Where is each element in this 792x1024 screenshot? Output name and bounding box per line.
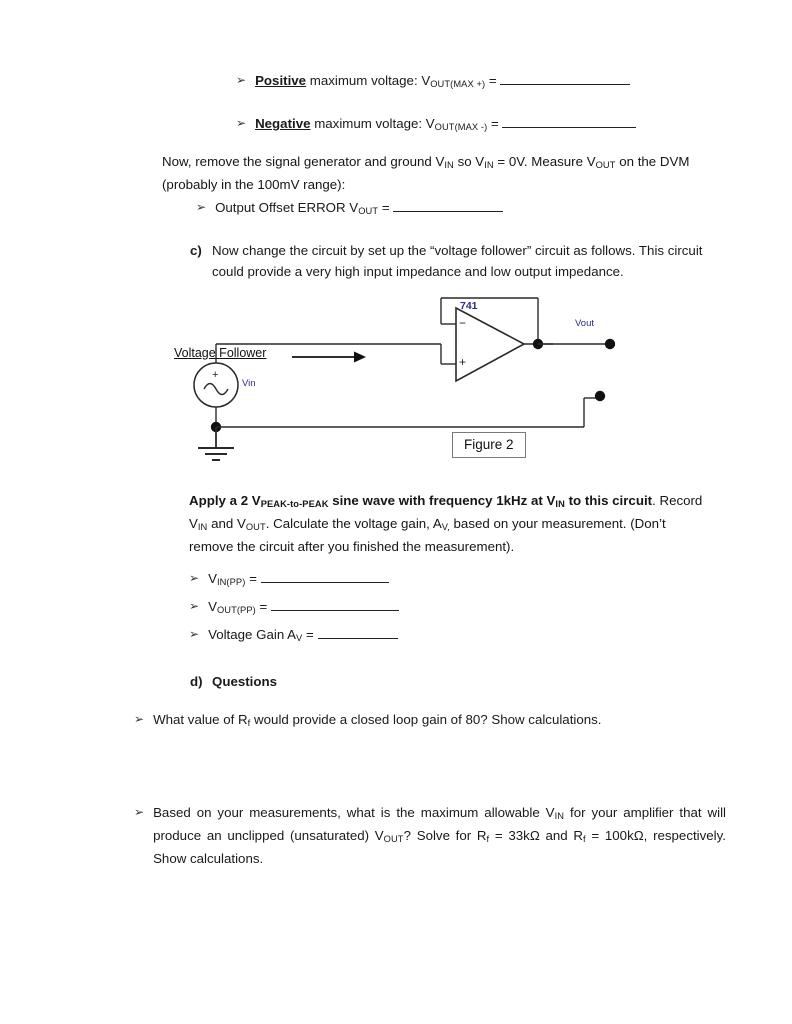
vin-pp-equals: = [245,571,261,586]
opamp-part-label: 741 [460,300,478,312]
voltage-gain-text [208,624,519,647]
apply-normal-sub-3: V, [441,522,450,533]
bullet-positive-max-voltage [236,70,706,93]
apply-normal-3: . Calculate the voltage gain, A [265,516,442,531]
negative-answer-blank[interactable] [502,115,636,128]
apply-bold-sub-1: PEAK-to-PEAK [260,499,329,510]
vin-pp-text [208,568,519,591]
list-item-d-label: d) [190,674,203,689]
vout-pp-label: V [208,599,217,614]
q2-sub-4: f [583,834,586,845]
apply-sine-wave-paragraph [189,490,707,557]
q2-part-4: = 33kΩ and R [489,828,583,843]
schematic-svg [160,288,630,470]
positive-subscript: OUT(MAX +) [430,79,486,90]
offset-text-1: Now, remove the signal generator and ground V [162,154,445,169]
voltage-gain-equals: = [302,627,318,642]
circuit-diagram-figure-2 [160,288,630,470]
vout-pp-equals: = [255,599,272,614]
negative-keyword: Negative [255,116,311,131]
q2-part-1: Based on your measurements, what is the maximum allowable V [153,805,555,820]
offset-paragraph [162,151,724,195]
noninverting-input-symbol: + [459,355,467,369]
offset-text-2: so V [453,154,485,169]
vout-terminal-dot [605,339,615,349]
output-offset-answer-blank[interactable] [393,199,503,212]
bullet-voltage-gain [189,624,519,647]
q2-sub-1: IN [554,811,565,822]
questions-heading: Questions [212,674,278,689]
apply-normal-1: . Record V [189,493,703,531]
opamp-triangle-icon [456,308,524,381]
voltage-gain-subscript: V [296,633,303,644]
apply-normal-4: based on your measurement. (Don’t remove the circuit after you finished the measurement). [189,516,666,554]
offset-sub-1: IN [444,160,454,171]
positive-keyword: Positive [255,73,307,88]
output-offset-text [215,197,616,220]
inverting-input-symbol: − [459,316,467,330]
voltage-gain-label: Voltage Gain A [208,627,297,642]
bullet-arrow-icon: ➢ [189,571,200,585]
question-1 [134,709,714,732]
offset-text-4: on the DVM (probably in the 100mV range): [162,154,690,192]
list-item-c-label: c) [190,243,202,258]
vout-pp-text [208,596,519,619]
positive-equals: = [485,73,501,88]
positive-answer-blank[interactable] [500,72,630,85]
max-voltage-bullet-list [236,70,706,136]
q2-part-2: for your amplifier that will produce an unclipped (unsaturated) V [153,805,726,843]
apply-bold-3: to this circuit [564,493,653,508]
vout-net-label: Vout [575,318,595,329]
negative-subscript: OUT(MAX -) [434,122,488,133]
apply-bold-2: sine wave with frequency 1kHz at V [328,493,556,508]
bullet-arrow-icon: ➢ [134,805,145,819]
question-2 [134,802,726,869]
output-offset-label: Output Offset ERROR V [215,200,359,215]
bullet-arrow-icon: ➢ [134,712,145,726]
vout-pp-answer-blank[interactable] [271,598,399,611]
q2-part-5: = 100kΩ, respectively. Show calculations. [153,828,726,866]
bullet-positive-text [255,70,706,93]
vin-net-label: Vin [242,378,256,389]
offset-sub-3: OUT [595,160,616,171]
bullet-arrow-icon: ➢ [236,73,247,87]
apply-normal-sub-1: IN [197,522,208,533]
list-item-d [190,671,490,692]
apply-bold-1: Apply a 2 V [189,493,261,508]
bullet-arrow-icon: ➢ [236,116,247,130]
output-offset-equals: = [378,200,394,215]
list-item-c-text: Now change the circuit by set up the “voltage follower” circuit as follows. This circuit could provide a very high input impedance and low output impedance. [212,243,703,279]
negative-phrase: maximum voltage: V [310,116,435,131]
voltage-gain-answer-blank[interactable] [318,626,398,639]
vin-pp-subscript: IN(PP) [216,577,246,588]
q2-sub-3: f [486,834,490,845]
bullet-negative-text [255,113,706,136]
apply-normal-2: and V [207,516,246,531]
bullet-output-offset-error [196,197,616,220]
q2-part-3: ? Solve for R [403,828,487,843]
apply-bold-sub-2: IN [555,499,565,510]
bullet-vin-pp [189,568,519,591]
q1-part-1: What value of R [153,712,248,727]
q2-sub-2: OUT [383,834,404,845]
bullet-arrow-icon: ➢ [196,200,207,214]
offset-text-3: = 0V. Measure V [493,154,596,169]
ground-terminal-dot [595,391,605,401]
question-2-text [153,802,726,869]
source-polarity-plus: + [212,369,219,381]
q1-part-2: would provide a closed loop gain of 80? Show calculations. [250,712,602,727]
figure-2-caption-box: Figure 2 [452,432,526,458]
vin-pp-answer-blank[interactable] [261,570,389,583]
offset-sub-2: IN [484,160,494,171]
vout-pp-subscript: OUT(PP) [216,605,256,616]
positive-phrase: maximum voltage: V [306,73,431,88]
negative-equals: = [487,116,503,131]
bullet-negative-max-voltage [236,113,706,136]
bullet-vout-pp [189,596,519,619]
bullet-arrow-icon: ➢ [189,599,200,613]
vin-pp-label: V [208,571,217,586]
q1-sub-1: f [247,718,251,729]
results-bullet-list [189,568,519,647]
apply-normal-sub-2: OUT [245,522,266,533]
question-1-text [153,709,714,732]
bullet-arrow-icon: ➢ [189,627,200,641]
voltage-follower-annotation: Voltage Follower [174,346,267,360]
list-item-c [190,240,710,282]
output-offset-subscript: OUT [358,206,379,217]
